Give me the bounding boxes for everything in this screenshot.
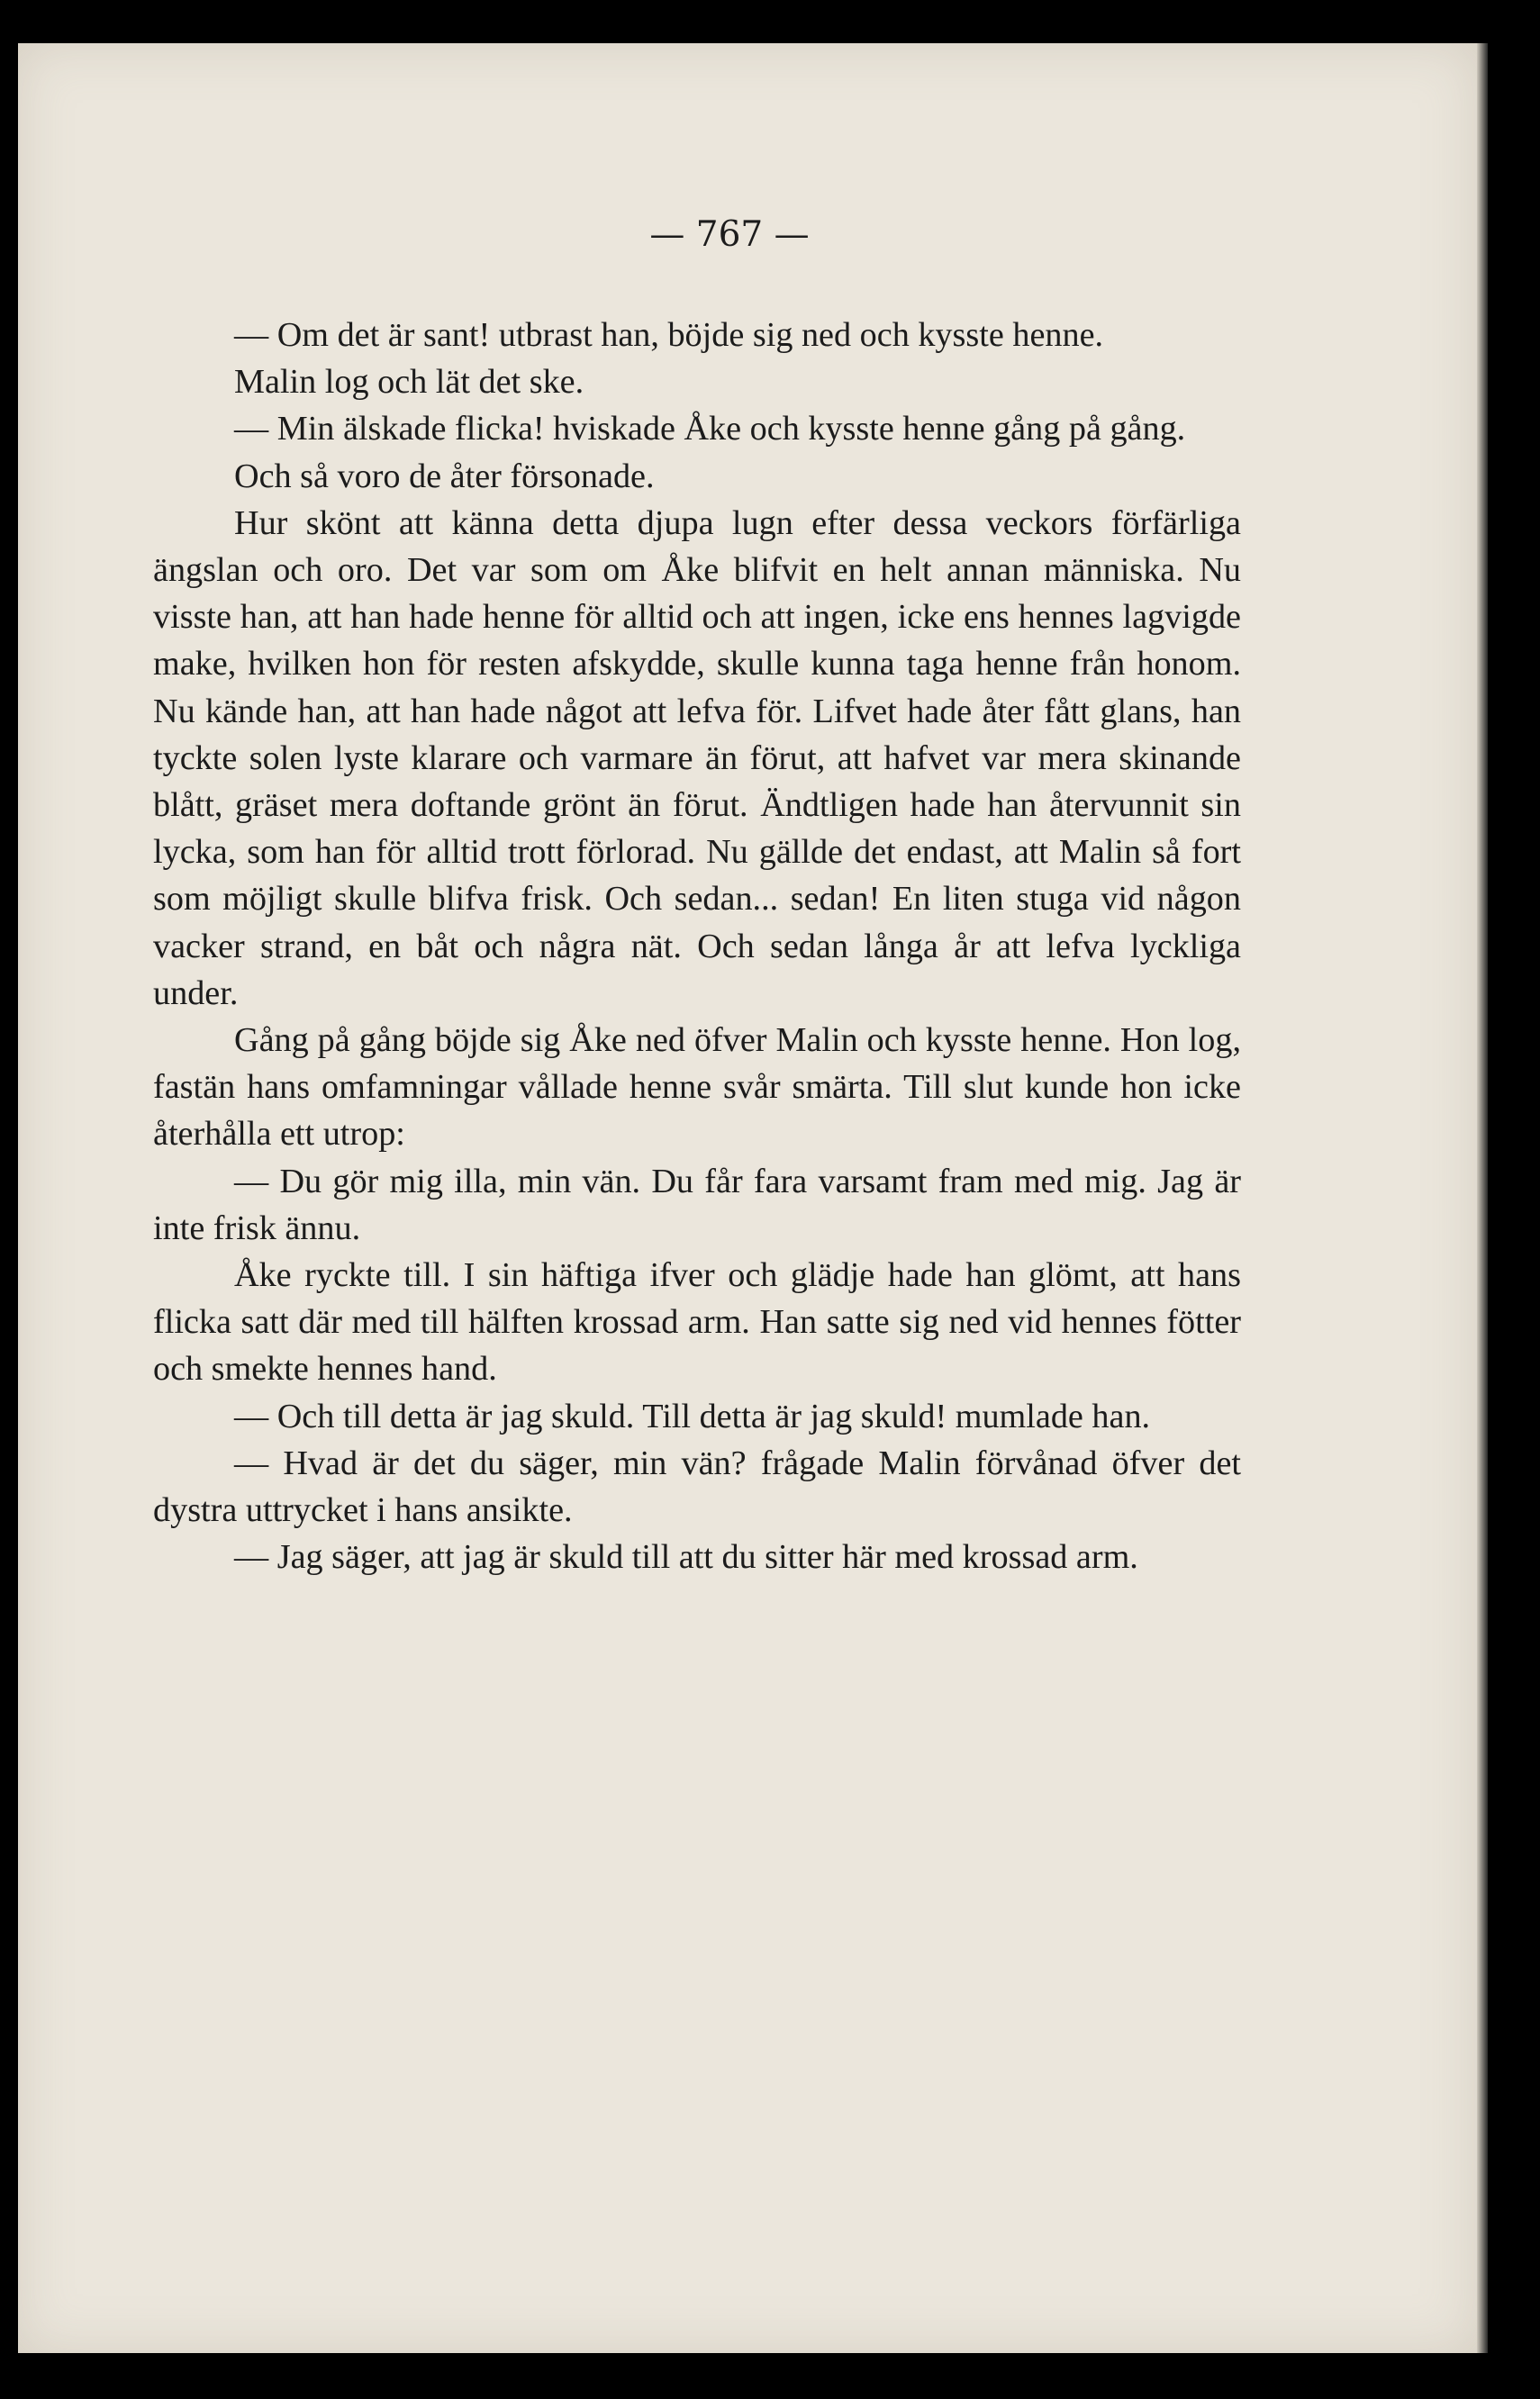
paragraph: — Du gör mig illa, min vän. Du får fara varsamt fram med mig. Jag är inte frisk ännu. bbox=[153, 1162, 1241, 1247]
paragraph: — Hvad är det du säger, min vän? frågade Malin förvånad öfver det dystra uttrycket i hans ansikte. bbox=[153, 1444, 1241, 1530]
paragraph: — Och till detta är jag skuld. Till detta är jag skuld! mumlade han. bbox=[234, 1397, 1151, 1435]
paragraph: — Min älskade flicka! hviskade Åke och kysste henne gång på gång. bbox=[234, 410, 1186, 448]
paragraph: — Jag säger, att jag är skuld till att du sitter här med krossad arm. bbox=[234, 1538, 1138, 1577]
paragraph: Och så voro de åter försonade. bbox=[234, 457, 655, 495]
page-text bbox=[153, 312, 1241, 1580]
paragraph: Åke ryckte till. I sin häftiga ifver och glädje hade han glömt, att hans flicka satt där med till hälften krossad arm. Han satte sig ned vid hennes fötter och smekte hennes hand. bbox=[153, 1256, 1241, 1389]
paragraph: — Om det är sant! utbrast han, böjde sig ned och kysste henne. bbox=[234, 316, 1104, 354]
paragraph: Hur skönt att känna detta djupa lugn efter dessa veckors förfärliga ängslan och oro. Det var som om Åke blifvit en helt annan människa. Nu visste han, att han hade henne för alltid och att ingen, icke ens hennes lagvigde make, hvilken hon för resten afskydde, skulle kunna taga henne från honom. Nu kände han, att han hade något att lefva för. Lifvet hade åter fått glans, han tyckte solen lyste klarare och varmare än förut, att hafvet var mera skinande blått, gräset mera doftande grönt än förut. Ändtligen hade han återvunnit sin lycka, som han för alltid trott förlorad. Nu gällde det endast, att Malin så fort som möjligt skulle blifva frisk. Och sedan... sedan! En liten stuga vid någon vacker strand, en båt och några nät. Och sedan långa år att lefva lyckliga under. bbox=[153, 503, 1241, 1012]
page-number: — 767 — bbox=[649, 214, 810, 255]
book-page bbox=[18, 43, 1477, 2353]
paragraph: Malin log och lät det ske. bbox=[234, 363, 584, 402]
paragraph: Gång på gång böjde sig Åke ned öfver Malin och kysste henne. Hon log, fastän hans omfamningar vållade henne svår smärta. Till slut kunde hon icke återhålla ett utrop: bbox=[153, 1021, 1241, 1154]
